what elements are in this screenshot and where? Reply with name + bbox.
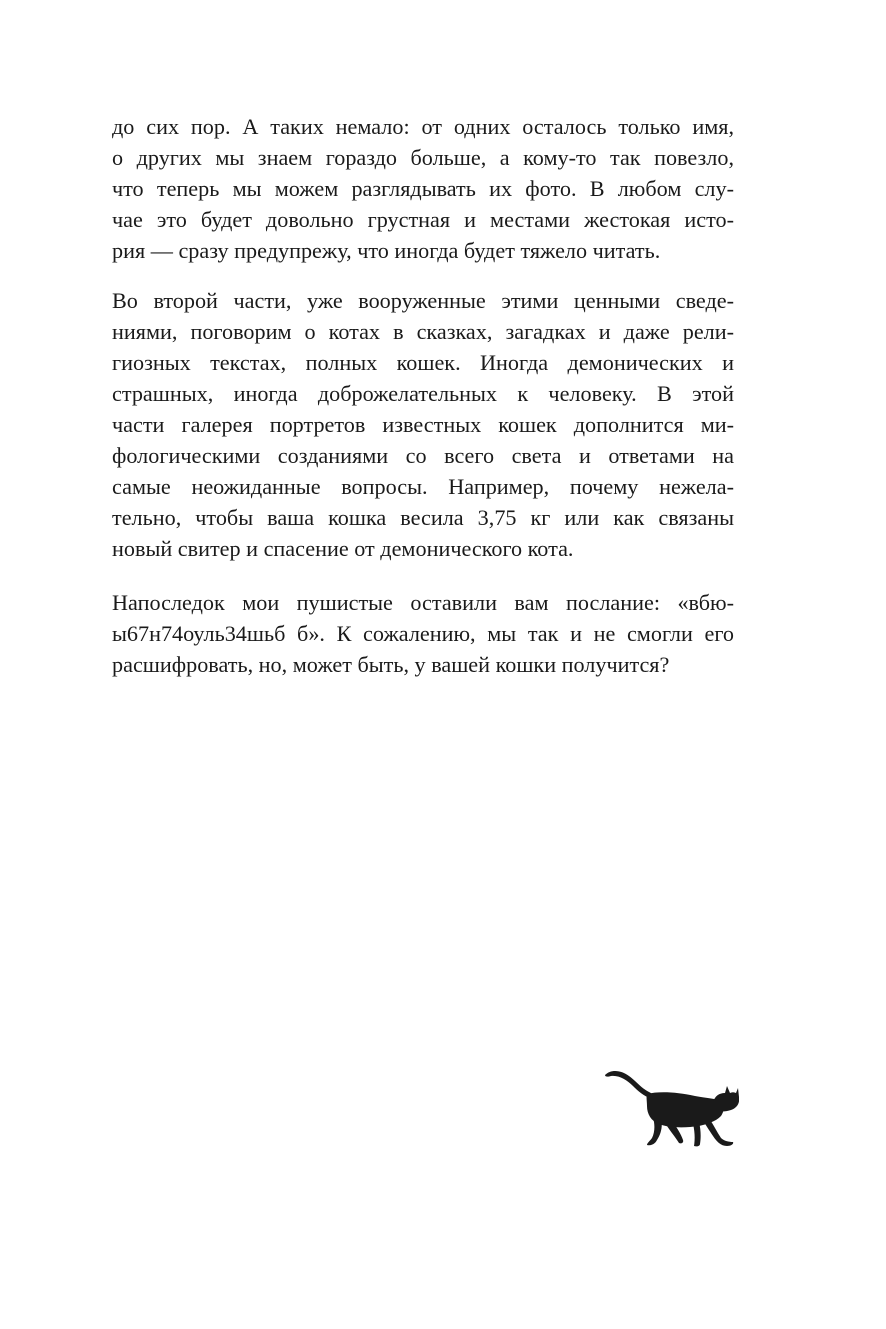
text-line: чае это будет довольно грустная и местами жестокая исто-	[112, 207, 734, 232]
paragraph-history	[112, 111, 734, 266]
text-line: расшифровать, но, может быть, у вашей кошки получится?	[112, 652, 670, 677]
text-line: что теперь мы можем разглядывать их фото. В любом слу-	[112, 176, 734, 201]
text-line: Напоследок мои пушистые оставили вам послание: «вбю-	[112, 590, 734, 615]
text-line: новый свитер и спасение от демонического кота.	[112, 536, 574, 561]
text-line: о других мы знаем гораздо больше, а кому-то так повезло,	[112, 145, 734, 170]
text-line: рия — сразу предупрежу, что иногда будет тяжело читать.	[112, 238, 661, 263]
text-line: гиозных текстах, полных кошек. Иногда демонических и	[112, 350, 734, 375]
text-line: до сих пор. А таких немало: от одних осталось только имя,	[112, 114, 734, 139]
text-line: самые неожиданные вопросы. Например, почему нежела-	[112, 474, 734, 499]
text-line: фологическими созданиями со всего света и ответами на	[112, 443, 734, 468]
text-line: ниями, поговорим о котах в сказках, загадках и даже рели-	[112, 319, 734, 344]
text-line: части галерея портретов известных кошек дополнится ми-	[112, 412, 734, 437]
text-line: страшных, иногда доброжелательных к человеку. В этой	[112, 381, 734, 406]
text-line: ы67н74оуль34шьб б». К сожалению, мы так и не смогли его	[112, 621, 734, 646]
paragraph-message	[112, 587, 734, 680]
paragraph-second-part	[112, 285, 734, 564]
walking-cat-silhouette-icon	[603, 1066, 739, 1148]
text-line: тельно, чтобы ваша кошка весила 3,75 кг или как связаны	[112, 505, 734, 530]
text-line: Во второй части, уже вооруженные этими ценными сведе-	[112, 288, 734, 313]
